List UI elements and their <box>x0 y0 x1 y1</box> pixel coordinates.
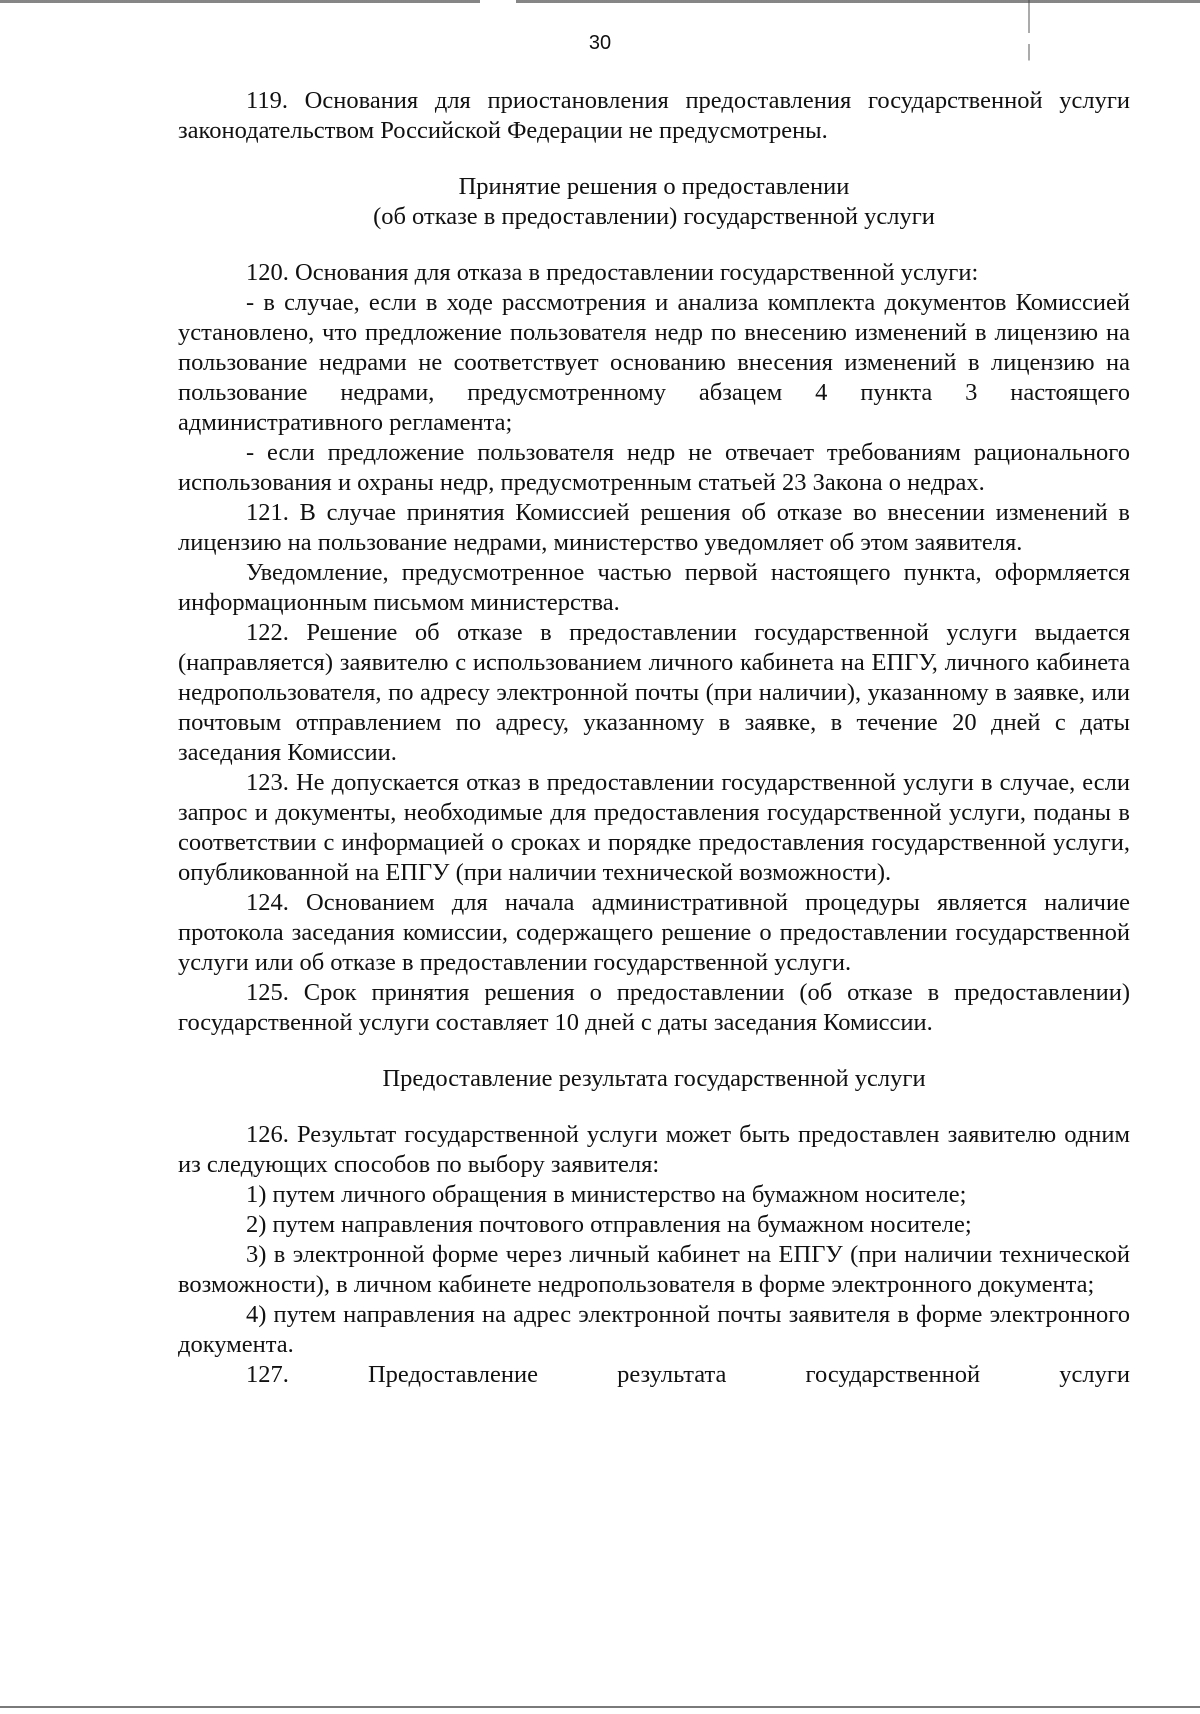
paragraph-122: 122. Решение об отказе в предоставлении государственной услуги выдается (направляется) заявителю с использованием личного кабинета на ЕПГУ, личного кабинета недропользователя, по адресу электронной почты (при наличии), указанному в заявке, или почтовым отправлением по адресу, указанному в заявке, в течение 20 дней с даты заседания Комиссии. <box>178 619 1130 766</box>
paragraph-120-item-a: - в случае, если в ходе рассмотрения и анализа комплекта документов Комиссией установлено, что предложение пользователя недр по внесению изменений в лицензию на пользование недрами не соответствует основанию внесения изменений в лицензию на пользование недрами, предусмотренному абзацем 4 пункта 3 настоящего административного регламента; <box>178 289 1130 436</box>
paragraph-126-option-1: 1) путем личного обращения в министерство на бумажном носителе; <box>246 1181 967 1208</box>
paragraph-119: 119. Основания для приостановления предоставления государственной услуги законодательством Российской Федерации не предусмотрены. <box>178 87 1130 144</box>
paragraph-124: 124. Основанием для начала административной процедуры является наличие протокола заседания комиссии, содержащего решение о предоставлении государственной услуги или об отказе в предоставлении государственной услуги. <box>178 889 1130 976</box>
paragraph-126-option-2: 2) путем направления почтового отправления на бумажном носителе; <box>246 1211 972 1238</box>
document-body <box>178 86 1130 1390</box>
paragraph-121-notice: Уведомление, предусмотренное частью первой настоящего пункта, оформляется информационным письмом министерства. <box>178 559 1130 616</box>
scan-edge-top <box>0 0 1200 3</box>
paragraph-120-item-b: - если предложение пользователя недр не отвечает требованиям рационального использования и охраны недр, предусмотренным статьей 23 Закона о недрах. <box>178 439 1130 496</box>
section-heading-decision-line2: (об отказе в предоставлении) государственной услуги <box>373 203 935 230</box>
paragraph-123: 123. Не допускается отказ в предоставлении государственной услуги в случае, если запрос и документы, необходимые для предоставления государственной услуги, поданы в соответствии с информацией о сроках и порядке предоставления государственной услуги, опубликованной на ЕПГУ (при наличии технической возможности). <box>178 769 1130 886</box>
section-heading-result: Предоставление результата государственной услуги <box>382 1065 926 1092</box>
paragraph-125: 125. Срок принятия решения о предоставлении (об отказе в предоставлении) государственной услуги составляет 10 дней с даты заседания Комиссии. <box>178 979 1130 1036</box>
paragraph-126-option-3: 3) в электронной форме через личный кабинет на ЕПГУ (при наличии технической возможности), в личном кабинете недропользователя в форме электронного документа; <box>178 1241 1130 1298</box>
paragraph-121: 121. В случае принятия Комиссией решения об отказе во внесении изменений в лицензию на пользование недрами, министерство уведомляет об этом заявителя. <box>178 499 1130 556</box>
page-number: 30 <box>588 32 612 54</box>
section-heading-decision-line1: Принятие решения о предоставлении <box>458 173 850 200</box>
scan-edge-bottom <box>0 1706 1200 1708</box>
paragraph-127: 127. Предоставление результата государственной услуги <box>246 1361 1130 1388</box>
paragraph-120: 120. Основания для отказа в предоставлении государственной услуги: <box>246 259 979 286</box>
paragraph-126: 126. Результат государственной услуги может быть предоставлен заявителю одним из следующих способов по выбору заявителя: <box>178 1121 1130 1178</box>
paragraph-126-option-4: 4) путем направления на адрес электронной почты заявителя в форме электронного документа. <box>178 1301 1130 1358</box>
